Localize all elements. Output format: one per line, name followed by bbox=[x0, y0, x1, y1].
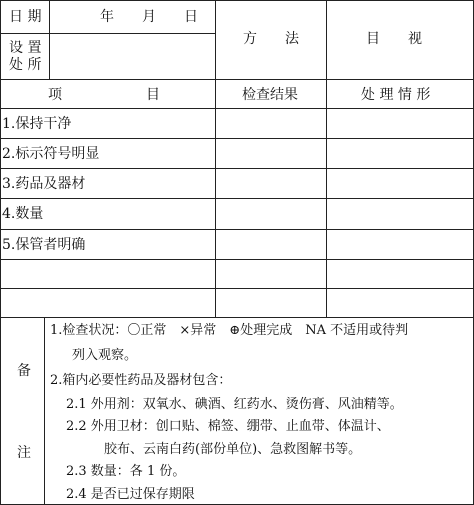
column-header-handling: 处 理 情 形 bbox=[361, 87, 431, 103]
result-cell[interactable] bbox=[216, 109, 326, 138]
date-value: 年 月 日 bbox=[100, 9, 198, 25]
list-item: 2.标示符号明显 bbox=[2, 146, 100, 162]
remark-line: 2.3 数量：各 1 份。 bbox=[66, 464, 186, 479]
remark-line: 2.4 是否已过保存期限 bbox=[66, 487, 195, 502]
handling-cell[interactable] bbox=[327, 199, 473, 229]
remark-line: 2.1 外用剂：双氧水、碘酒、红药水、烫伤膏、风油精等。 bbox=[66, 397, 403, 412]
list-item: 5.保管者明确 bbox=[2, 237, 86, 253]
remark-line: 胶布、云南白药(部份单位)、急救图解书等。 bbox=[104, 442, 362, 457]
handling-cell[interactable] bbox=[327, 230, 473, 259]
location-label-line-2: 处 所 bbox=[9, 57, 42, 73]
remark-line: 2.2 外用卫材：创口贴、棉签、绷带、止血带、体温计、 bbox=[66, 419, 390, 434]
result-cell[interactable] bbox=[216, 139, 326, 168]
remarks-label-top: 备 bbox=[17, 363, 31, 379]
column-header-result: 检查结果 bbox=[242, 87, 298, 103]
remark-line: 2.箱内必要性药品及器材包含： bbox=[50, 373, 232, 388]
method-value: 目 视 bbox=[366, 31, 422, 47]
column-header-item: 项 目 bbox=[48, 87, 160, 103]
remarks-label-bottom: 注 bbox=[17, 445, 31, 461]
handling-cell[interactable] bbox=[327, 109, 473, 138]
list-item: 4.数量 bbox=[2, 206, 44, 222]
remark-line: 1.检查状况：〇正常 ×异常 ⊕处理完成 NA 不适用或待判 bbox=[50, 323, 409, 338]
method-label: 方 法 bbox=[243, 31, 299, 47]
result-cell[interactable] bbox=[216, 169, 326, 198]
handling-cell[interactable] bbox=[327, 169, 473, 198]
date-label: 日 期 bbox=[9, 9, 42, 25]
remark-line: 列入观察。 bbox=[72, 348, 138, 363]
list-item: 3.药品及器材 bbox=[2, 176, 86, 192]
list-item: 1.保持干净 bbox=[2, 116, 72, 132]
handling-cell[interactable] bbox=[327, 139, 473, 168]
result-cell[interactable] bbox=[216, 199, 326, 229]
location-label-line-1: 设 置 bbox=[9, 40, 42, 56]
result-cell[interactable] bbox=[216, 230, 326, 259]
